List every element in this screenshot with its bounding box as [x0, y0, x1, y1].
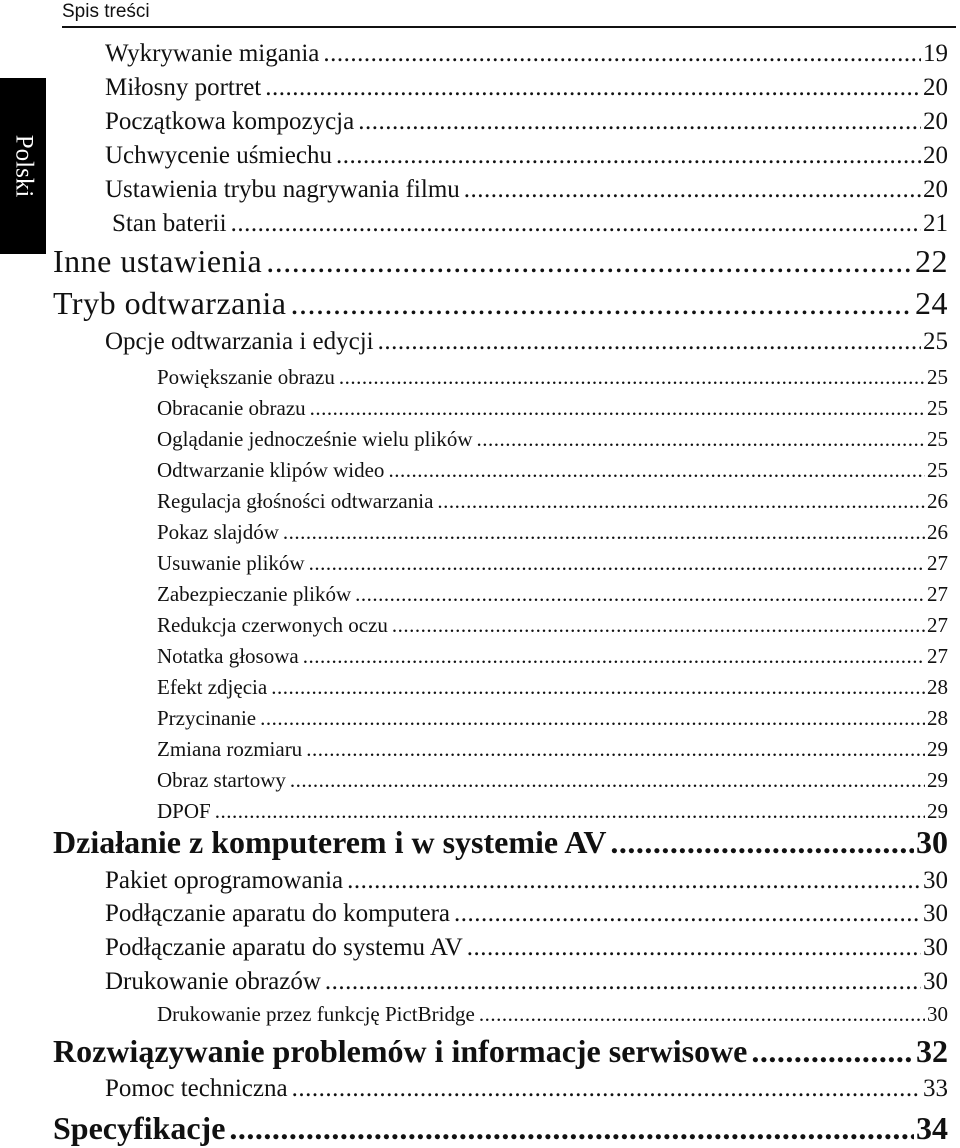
toc-leader-dots [479, 999, 925, 1029]
toc-entry[interactable] [105, 932, 948, 964]
toc-entry[interactable] [157, 579, 948, 609]
toc-leader-dots [323, 38, 921, 70]
toc-entry[interactable] [53, 283, 948, 323]
toc-entry-title: Działanie z komputerem i w systemie AV [53, 824, 607, 860]
toc-leader-dots [309, 548, 925, 578]
toc-entry-title: Drukowanie przez funkcję PictBridge [157, 1002, 475, 1026]
toc-entry-title: Drukowanie obrazów [105, 968, 321, 995]
toc-entry[interactable] [157, 517, 948, 547]
toc-entry-title: Oglądanie jednocześnie wielu plików [157, 427, 473, 451]
toc-entry[interactable] [105, 865, 948, 897]
toc-entry[interactable] [157, 424, 948, 454]
toc-entry-page-number: 30 [923, 934, 948, 961]
toc-leader-dots [231, 208, 921, 240]
toc-entry[interactable] [105, 174, 948, 206]
toc-leader-dots [437, 486, 925, 516]
toc-entry[interactable] [105, 140, 948, 172]
toc-entry[interactable] [157, 393, 948, 423]
toc-leader-dots [310, 393, 925, 423]
toc-entry-page-number: 27 [927, 644, 948, 668]
toc-entry-title: Obracanie obrazu [157, 396, 306, 420]
toc-entry-title: Wykrywanie migania [105, 40, 320, 67]
toc-entry[interactable] [157, 999, 948, 1029]
toc-entry[interactable] [157, 641, 948, 671]
toc-leader-dots [283, 517, 925, 547]
toc-entry-page-number: 27 [927, 551, 948, 575]
toc-leader-dots [336, 140, 921, 172]
toc-entry[interactable] [157, 672, 948, 702]
toc-entry[interactable] [105, 326, 948, 358]
toc-entry[interactable] [105, 72, 948, 104]
toc-leader-dots [265, 72, 921, 104]
toc-entry-page-number: 19 [923, 40, 948, 67]
toc-entry-page-number: 24 [915, 285, 948, 321]
toc-entry-title: Inne ustawienia [53, 243, 263, 279]
toc-leader-dots [388, 455, 925, 485]
toc-entry-page-number: 29 [927, 737, 948, 761]
toc-entry-page-number: 30 [916, 824, 948, 860]
toc-entry-title: Miłosny portret [105, 74, 262, 101]
toc-entry-title: Podłączanie aparatu do komputera [105, 900, 450, 927]
toc-entry[interactable] [157, 765, 948, 795]
toc-entry[interactable] [157, 548, 948, 578]
toc-leader-dots [467, 932, 921, 964]
toc-entry-title: Zmiana rozmiaru [157, 737, 303, 761]
toc-entry-title: Zabezpieczanie plików [157, 582, 352, 606]
toc-entry-page-number: 26 [927, 520, 948, 544]
toc-leader-dots [355, 579, 925, 609]
toc-entry[interactable] [157, 362, 948, 392]
toc-leader-dots [476, 424, 925, 454]
toc-leader-dots [610, 822, 914, 862]
toc-entry-page-number: 20 [923, 108, 948, 135]
toc-leader-dots [266, 241, 913, 281]
toc-entry-page-number: 28 [927, 706, 948, 730]
toc-entry-title: Początkowa kompozycja [105, 108, 355, 135]
toc-entry-page-number: 30 [923, 900, 948, 927]
toc-entry-title: Efekt zdjęcia [157, 675, 268, 699]
toc-entry-page-number: 25 [927, 458, 948, 482]
toc-entry-page-number: 34 [916, 1110, 948, 1146]
toc-entry-page-number: 27 [927, 582, 948, 606]
toc-entry-title: Powiększanie obrazu [157, 365, 335, 389]
toc-entry-page-number: 25 [927, 427, 948, 451]
toc-entry-title: Tryb odtwarzania [53, 285, 287, 321]
toc-entry-page-number: 20 [923, 74, 948, 101]
toc-entry-title: Odtwarzanie klipów wideo [157, 458, 385, 482]
toc-entry[interactable] [157, 734, 948, 764]
toc-entry-title: Stan baterii [112, 210, 227, 237]
toc-entry-page-number: 30 [927, 1002, 948, 1026]
toc-entry-page-number: 25 [923, 328, 948, 355]
toc-entry-page-number: 29 [927, 768, 948, 792]
toc-entry-title: Obraz startowy [157, 768, 286, 792]
toc-leader-dots [392, 610, 925, 640]
toc-entry[interactable] [53, 1108, 948, 1148]
toc-entry-page-number: 30 [923, 968, 948, 995]
toc-entry[interactable] [53, 1031, 948, 1071]
toc-leader-dots [325, 966, 921, 998]
toc-leader-dots [464, 174, 921, 206]
toc-entry-title: Redukcja czerwonych oczu [157, 613, 388, 637]
toc-entry-page-number: 29 [927, 799, 948, 823]
toc-leader-dots [303, 641, 925, 671]
toc-entry-page-number: 20 [923, 142, 948, 169]
toc-entry[interactable] [53, 241, 948, 281]
toc-entry-title: Notatka głosowa [157, 644, 299, 668]
toc-entry[interactable] [105, 38, 948, 70]
toc-leader-dots [358, 106, 921, 138]
language-tab-label: Polski [10, 134, 37, 198]
toc-entry-page-number: 28 [927, 675, 948, 699]
toc-entry-title: Pomoc techniczna [105, 1075, 288, 1102]
toc-leader-dots [454, 898, 921, 930]
toc-leader-dots [229, 1108, 914, 1148]
toc-leader-dots [290, 283, 913, 323]
toc-leader-dots [292, 1073, 921, 1105]
section-header-title: Spis treści [62, 1, 150, 22]
toc-entry-title: Ustawienia trybu nagrywania filmu [105, 176, 460, 203]
toc-entry-title: Przycinanie [157, 706, 257, 730]
toc-entry-page-number: 30 [923, 867, 948, 894]
toc-entry[interactable] [105, 898, 948, 930]
toc-entry[interactable] [105, 966, 948, 998]
toc-entry-page-number: 33 [923, 1075, 948, 1102]
toc-leader-dots [260, 703, 925, 733]
toc-entry-title: Usuwanie plików [157, 551, 305, 575]
toc-entry-page-number: 21 [923, 210, 948, 237]
toc-entry[interactable] [105, 1073, 948, 1105]
toc-entry-page-number: 27 [927, 613, 948, 637]
toc-entry-page-number: 25 [927, 365, 948, 389]
toc-entry-title: Podłączanie aparatu do systemu AV [105, 934, 463, 961]
toc-entry-title: Rozwiązywanie problemów i informacje serwisowe [53, 1033, 748, 1069]
toc-entry-title: Regulacja głośności odtwarzania [157, 489, 434, 513]
toc-entry-title: Pokaz slajdów [157, 520, 279, 544]
toc-entry-page-number: 25 [927, 396, 948, 420]
toc-entry-title: DPOF [157, 799, 211, 823]
toc-entry[interactable] [157, 610, 948, 640]
toc-entry-page-number: 26 [927, 489, 948, 513]
toc-entry-page-number: 20 [923, 176, 948, 203]
toc-entry[interactable] [157, 703, 948, 733]
toc-entry[interactable] [53, 822, 948, 862]
toc-entry-title: Specyfikacje [53, 1110, 226, 1146]
toc-entry[interactable] [112, 208, 948, 240]
toc-entry[interactable] [105, 106, 948, 138]
toc-entry[interactable] [157, 486, 948, 516]
toc-leader-dots [306, 734, 925, 764]
toc-leader-dots [347, 865, 921, 897]
toc-leader-dots [290, 765, 925, 795]
toc-entry-page-number: 32 [916, 1033, 948, 1069]
toc-entry[interactable] [157, 455, 948, 485]
toc-leader-dots [271, 672, 925, 702]
toc-entry-title: Uchwycenie uśmiechu [105, 142, 333, 169]
toc-leader-dots [339, 362, 925, 392]
toc-leader-dots [378, 326, 921, 358]
toc-entry-title: Opcje odtwarzania i edycji [105, 328, 374, 355]
toc-entry-page-number: 22 [915, 243, 948, 279]
toc-leader-dots [751, 1031, 914, 1071]
toc-entry-title: Pakiet oprogramowania [105, 867, 344, 894]
